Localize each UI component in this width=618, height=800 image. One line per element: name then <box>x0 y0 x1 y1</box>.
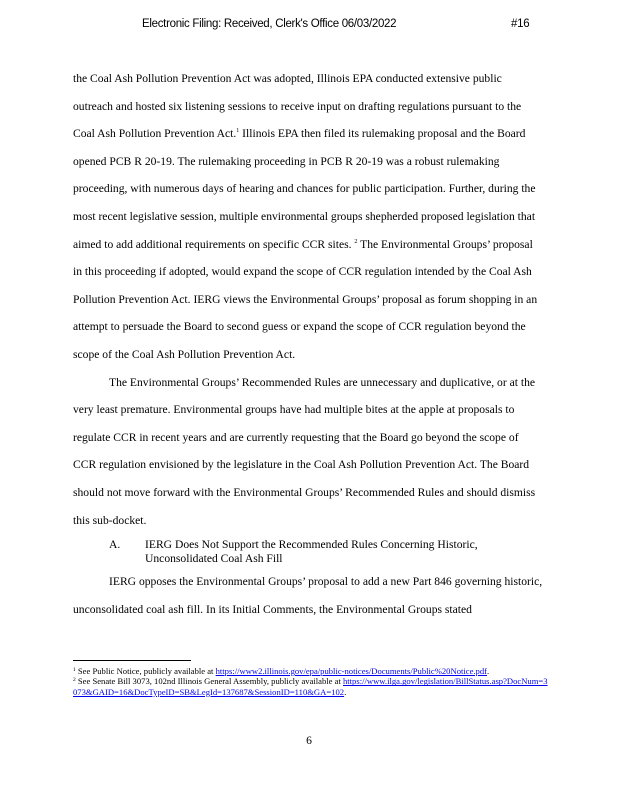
footnote-marker-2: 2 <box>73 677 76 684</box>
paragraph-1-part-a: the Coal Ash Pollution Prevention Act was adopted, Illinois EPA conducted extensive public outreach and hosted six listening sessions to receive input on drafting regulations pursuant to the Coal Ash Pollution Prevention Act. <box>73 72 522 141</box>
footnote-2-end: . <box>344 686 347 697</box>
filing-header <box>0 18 618 34</box>
page-number: 6 <box>306 734 312 747</box>
section-letter: A. <box>109 538 121 552</box>
footnote-2 <box>73 676 549 697</box>
paragraph-1-part-b: Illinois EPA then filed its rulemaking proposal and the Board opened PCB R 20-19. The rulemaking proceeding in PCB R 20-19 was a robust rulemaking proceeding, with numerous days of hearing and chances for public participation. Further, during the most recent legislative session, multiple environmental groups shepherded proposed legislation that aimed to add additional requirements on specific CCR sites. <box>73 127 536 251</box>
paragraph-1-part-c: The Environmental Groups’ proposal in this proceeding if adopted, would expand the scope of CCR regulation intended by the Coal Ash Pollution Prevention Act. IERG views the Environmental Groups’ proposal as forum shopping in an attempt to persuade the Board to second guess or expand the scope of CCR regulation beyond the scope of the Coal Ash Pollution Prevention Act. <box>73 237 538 361</box>
filing-number: #16 <box>511 18 530 30</box>
footnote-1 <box>73 666 549 676</box>
footnote-ref-2[interactable]: 2 <box>354 238 358 245</box>
paragraph-3: IERG opposes the Environmental Groups’ proposal to add a new Part 846 governing historic, unconsolidated coal ash fill. In its Initial Comments, the Environmental Groups stated <box>73 575 543 616</box>
paragraph-1 <box>73 65 543 369</box>
paragraph-2: The Environmental Groups’ Recommended Rules are unnecessary and duplicative, or at the very least premature. Environmental groups have had multiple bites at the apple at proposals to regulate CCR in recent years and are currently requesting that the Board go beyond the scope of CCR regulation envisioned by the legislature in the Coal Ash Pollution Prevention Act. The Board should not move forward with the Environmental Groups’ Recommended Rules and should dismiss this sub-docket. <box>73 375 536 527</box>
footnote-ref-1[interactable]: 1 <box>236 128 240 135</box>
footnote-2-text: See Senate Bill 3073, 102nd Illinois General Assembly, publicly available at <box>75 676 343 687</box>
filing-stamp: Electronic Filing: Received, Clerk's Office 06/03/2022 <box>142 18 397 30</box>
footnote-1-text: See Public Notice, publicly available at <box>75 666 216 676</box>
footnote-divider <box>73 660 191 661</box>
section-heading <box>73 538 543 566</box>
footnote-1-end: . <box>487 666 490 676</box>
footnote-marker-1: 1 <box>73 667 76 673</box>
body-text <box>73 65 543 623</box>
footnote-1-link[interactable]: https://www2.illinois.gov/epa/public-notices/Documents/Public%20Notice.pdf <box>215 666 487 676</box>
footnotes <box>73 666 549 697</box>
section-title: IERG Does Not Support the Recommended Rules Concerning Historic, Unconsolidated Coal Ash Fill <box>145 538 478 566</box>
footnote-2-link[interactable]: https://www.ilga.gov/legislation/BillStatus.asp?DocNum=3073&GAID=16&DocTypeID=SB&LegId=137687&SessionID=110&GA=102 <box>73 676 548 697</box>
